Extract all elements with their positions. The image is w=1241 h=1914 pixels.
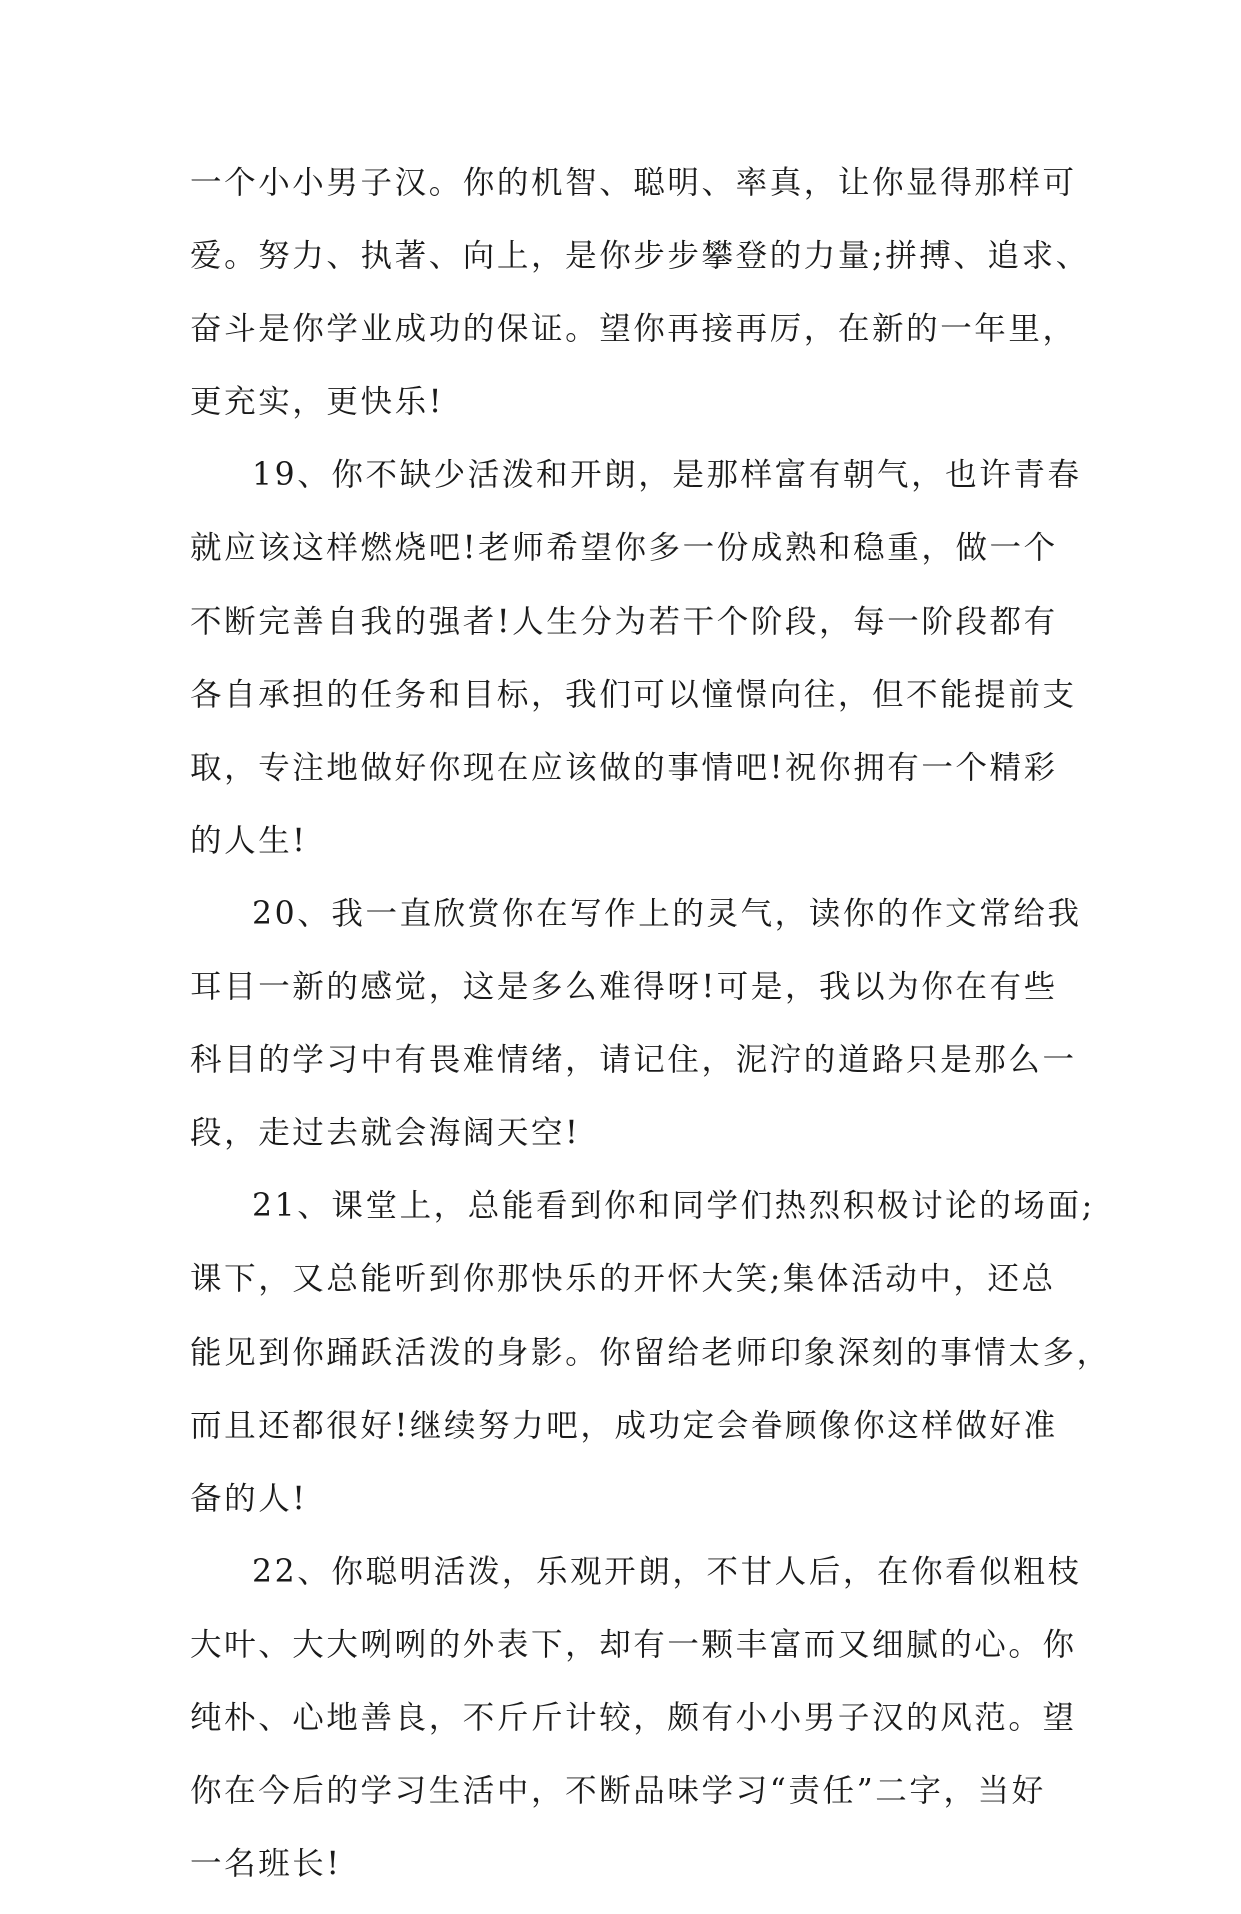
- text-line: 的人生!: [190, 822, 308, 859]
- text-line: 备的人!: [190, 1480, 308, 1517]
- text-line: 大叶、大大咧咧的外表下，却有一颗丰富而又细腻的心。你: [190, 1626, 1077, 1663]
- text-line-item-21: 21、课堂上，总能看到你和同学们热烈积极讨论的场面;: [252, 1188, 1095, 1225]
- text-line: 就应该这样燃烧吧!老师希望你多一份成熟和稳重，做一个: [190, 530, 1058, 567]
- text-line-item-19: 19、你不缺少活泼和开朗，是那样富有朝气，也许青春: [252, 457, 1082, 494]
- text-line: 能见到你踊跃活泼的身影。你留给老师印象深刻的事情太多，: [190, 1334, 1111, 1371]
- text-line: 奋斗是你学业成功的保证。望你再接再厉，在新的一年里，: [190, 311, 1077, 348]
- text-line: 科目的学习中有畏难情绪，请记住，泥泞的道路只是那么一: [190, 1042, 1077, 1079]
- text-line: 各自承担的任务和目标，我们可以憧憬向往，但不能提前支: [190, 676, 1077, 713]
- text-line-item-20: 20、我一直欣赏你在写作上的灵气，读你的作文常给我: [252, 895, 1082, 932]
- text-line: 而且还都很好!继续努力吧，成功定会眷顾像你这样做好准: [190, 1407, 1058, 1444]
- text-line: 纯朴、心地善良，不斤斤计较，颇有小小男子汉的风范。望: [190, 1699, 1077, 1736]
- text-line: 爱。努力、执著、向上，是你步步攀登的力量;拼搏、追求、: [190, 238, 1090, 275]
- text-line: 耳目一新的感觉，这是多么难得呀!可是，我以为你在有些: [190, 969, 1058, 1006]
- text-line: 一名班长!: [190, 1846, 342, 1883]
- text-line: 一个小小男子汉。你的机智、聪明、率真，让你显得那样可: [190, 165, 1077, 201]
- text-line: 课下，又总能听到你那快乐的开怀大笑;集体活动中，还总: [190, 1261, 1056, 1298]
- text-line: 你在今后的学习生活中，不断品味学习“责任”二字，当好: [190, 1773, 1046, 1810]
- document-body: [190, 160, 1111, 1914]
- text-line: 取，专注地做好你现在应该做的事情吧!祝你拥有一个精彩: [190, 749, 1058, 786]
- text-line: 不断完善自我的强者!人生分为若干个阶段，每一阶段都有: [190, 603, 1058, 640]
- text-line-item-22: 22、你聪明活泼，乐观开朗，不甘人后，在你看似粗枝: [252, 1553, 1082, 1590]
- text-line: 段，走过去就会海阔天空!: [190, 1115, 581, 1152]
- text-line: 更充实，更快乐!: [190, 384, 444, 421]
